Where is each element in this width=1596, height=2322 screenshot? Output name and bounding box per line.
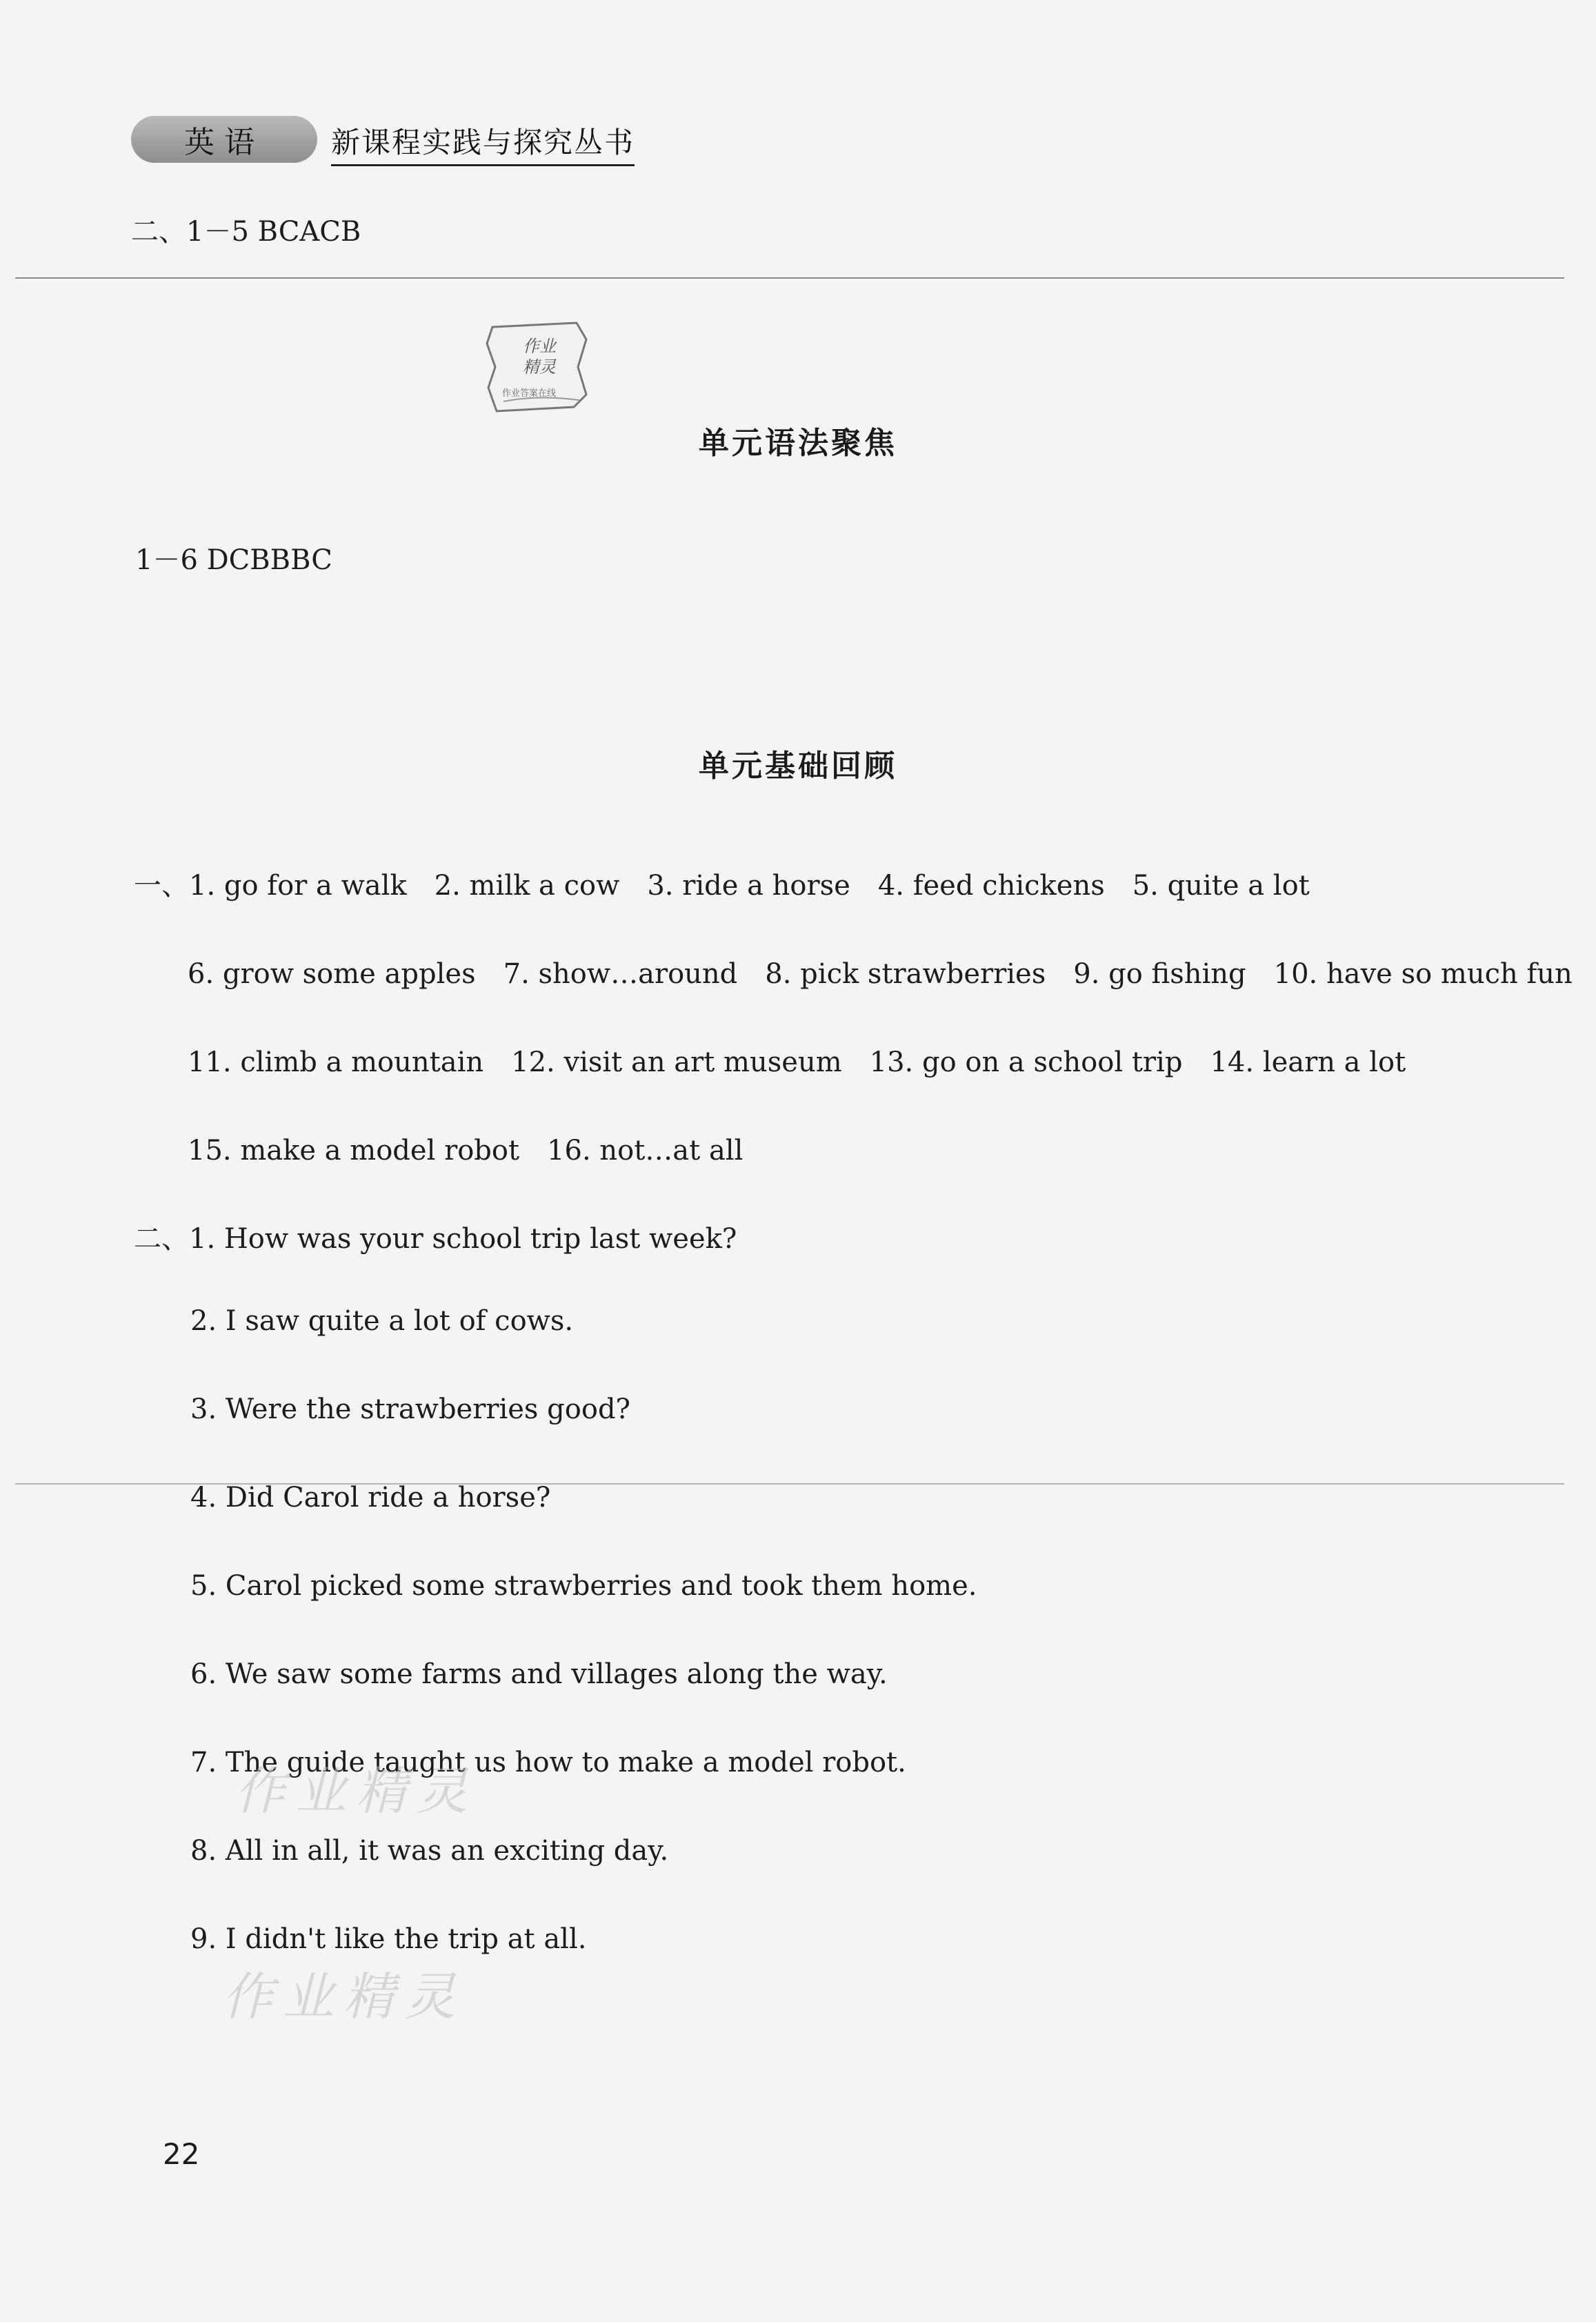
sentence-row: 9. I didn't like the trip at all. <box>190 1923 587 1955</box>
sentence-row: 5. Carol picked some strawberries and took them home. <box>190 1570 977 1602</box>
stamp-line1: 作业 <box>523 337 556 356</box>
zuoye-jingling-stamp-logo <box>483 319 593 422</box>
sentence-row: 二、1. How was your school trip last week? <box>134 1223 737 1255</box>
sentence-row: 7. The guide taught us how to make a model robot. <box>190 1747 906 1778</box>
phrase-row: 一、1. go for a walk 2. milk a cow 3. ride a horse 4. feed chickens 5. quite a lot <box>134 870 1310 902</box>
series-title: 新课程实践与探究丛书 <box>331 120 635 166</box>
sentence-row: 6. We saw some farms and villages along the way. <box>190 1658 888 1690</box>
page-number: 22 <box>163 2137 200 2171</box>
page-header <box>131 116 635 163</box>
stamp-line3: 作业答案在线 <box>502 388 557 399</box>
phrase-row: 6. grow some apples 7. show…around 8. pick strawberries 9. go fishing 10. have so much fun <box>188 958 1573 990</box>
review-section-title: 单元基础回顾 <box>699 748 897 784</box>
stamp-line2: 精灵 <box>523 357 556 377</box>
divider-line <box>15 277 1564 279</box>
watermark: 作业精灵 <box>235 1762 477 1821</box>
phrase-row: 11. climb a mountain 12. visit an art museum 13. go on a school trip 14. learn a lot <box>188 1046 1406 1078</box>
grammar-section-title: 单元语法聚焦 <box>699 426 897 461</box>
grammar-answer: 1－6 DCBBBC <box>135 544 332 576</box>
sentence-row: 3. Were the strawberries good? <box>190 1393 630 1425</box>
watermark: 作业精灵 <box>222 1967 465 2027</box>
subject-badge: 英语 <box>131 116 317 163</box>
sentence-row: 2. I saw quite a lot of cows. <box>190 1305 574 1337</box>
sentence-row: 4. Did Carol ride a horse? <box>190 1482 551 1514</box>
phrase-row: 15. make a model robot 16. not…at all <box>188 1135 744 1167</box>
sentence-row: 8. All in all, it was an exciting day. <box>190 1835 669 1867</box>
top-answer: 二、1－5 BCACB <box>131 216 361 248</box>
